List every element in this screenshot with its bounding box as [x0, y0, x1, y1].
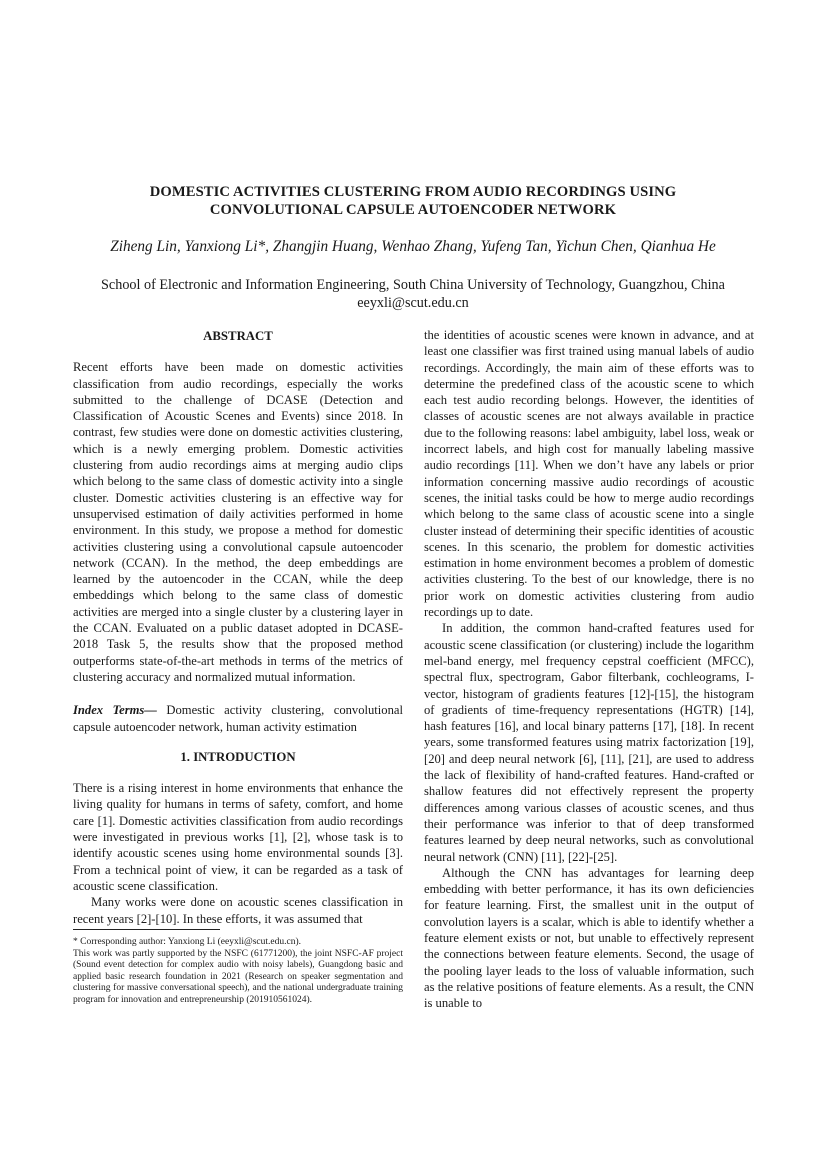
- email: eeyxli@scut.edu.cn: [357, 295, 469, 311]
- introduction-heading: 1. INTRODUCTION: [180, 749, 296, 764]
- footnote-corresponding: * Corresponding author: Yanxiong Li (eeyxli@scut.edu.cn).: [73, 937, 302, 947]
- affiliation: School of Electronic and Information Engineering, South China University of Technology, Guangzhou, China: [101, 277, 725, 293]
- right-column: [424, 327, 754, 1011]
- abstract-text: Recent efforts have been made on domestic activities classification from audio recordings, especially the works submitted to the challenge of DCASE (Detection and Classification of Acoustic Scenes and Events) since 2018. In contrast, few studies were done on domestic activities clustering, which is a newly emerging problem. Domestic activities clustering from audio recordings aims at merging audio clips which belong to the same class of domestic activity into a single cluster. Domestic activities clustering is an effective way for unsupervised estimation of daily activities performed in home environment. In this study, we propose a method for domestic activities clustering using a convolutional capsule autoencoder network (CCAN). In the method, the deep embeddings are learned by the autoencoder in the CCAN, while the deep embeddings which belong to the same class of domestic activities are merged into a single cluster by a clustering layer in the CCAN. Evaluated on a public dataset adopted in DCASE-2018 Task 5, the results show that the proposed method outperforms state-of-the-art methods in terms of the metrics of clustering accuracy and normalized mutual information.: [73, 360, 403, 684]
- intro-paragraph-4: Although the CNN has advantages for learning deep embedding with better performance, it has its own deficiencies for feature learning. First, the smallest unit in the output of convolution layers is a scalar, which is able to identify whether a feature element exists or not, but unable to effectively represent the connections between feature elements. Second, the usage of the pooling layer leads to the loss of valuable information, such as the relative positions of feature elements. As a result, the CNN is unable to: [424, 865, 754, 1011]
- intro-paragraph-2: Many works were done on acoustic scenes classification in recent years [2]-[10]. In these efforts, it was assumed that: [73, 895, 403, 926]
- abstract-heading: ABSTRACT: [203, 329, 273, 343]
- index-terms-label: Index Terms—: [73, 703, 157, 718]
- paper-title: [60, 183, 766, 219]
- index-terms: [73, 702, 403, 735]
- footnotes: [73, 937, 403, 1007]
- intro-paragraph-3: In addition, the common hand-crafted features used for acoustic scene classification (or clustering) include the logarithm mel-band energy, mel frequency cepstral coefficient (MFCC), spectral flux, spectrogram, Gabor filterbank, cochleograms, I-vector, histogram of gradients features [12]-[15], the histogram of gradients of time-frequency representations (HGTR) [14], hash features [16], and local binary patterns [17], [18]. In recent years, some transformed features using matrix factorization [19], [20] and deep neural network [6], [11], [21], are used to address the lack of flexibility of hand-crafted features. Hand-crafted or shallow features did not effectively represent the property differences among various classes of acoustic scenes, and thus their performance was inferior to that of deep transformed features learned by deep neural networks, such as convolutional neural network (CNN) [11], [22]-[25].: [424, 621, 754, 864]
- title-line-1: DOMESTIC ACTIVITIES CLUSTERING FROM AUDIO RECORDINGS USING: [149, 184, 677, 200]
- affiliation-block: [40, 276, 786, 312]
- title-line-2: CONVOLUTIONAL CAPSULE AUTOENCODER NETWORK: [209, 202, 617, 218]
- footnote-rule: [73, 929, 220, 930]
- left-column: [73, 327, 403, 927]
- intro-paragraph-1: There is a rising interest in home environments that enhance the living quality for humans in terms of safety, comfort, and home care [1]. Domestic activities classification from audio recordings were investigated in previous works [1], [2], whose task is to identify acoustic scenes using home environmental sounds [3]. From a technical point of view, it can be regarded as a task of acoustic scene classification.: [73, 781, 403, 893]
- intro-paragraph-2-continued: the identities of acoustic scenes were known in advance, and at least one classifier was first trained using manual labels of audio recordings. Accordingly, the main aim of these efforts was to determine the predefined class of the acoustic scene to which each test audio recording belongs. However, the identities of classes of acoustic scenes are not always available in practice due to the following reasons: label ambiguity, label loss, weak or incorrect labels, and high cost for manually labeling massive audio recordings [11]. When we don’t have any labels or prior information concerning massive audio recordings of acoustic scenes, the initial tasks could be how to merge audio recordings which belong to the same class of acoustic scene into a single cluster instead of determining their specific identities of acoustic scenes. In this scenario, the problem for domestic activities estimation in home environment becomes a problem of domestic activities clustering. To the best of our knowledge, there is no prior work on domestic activities clustering from audio recordings up to date.: [424, 328, 754, 620]
- footnote-funding: This work was partly supported by the NSFC (61771200), the joint NSFC-AF project (Sound event detection for complex audio with noisy labels), Guangdong basic and applied basic research foundation in 2021 (Research on speaker segmentation and clustering for massive conversational speech), and the national undergraduate training program for innovation and entrepreneurship (201910561024).: [73, 948, 403, 1005]
- author-list: Ziheng Lin, Yanxiong Li*, Zhangjin Huang, Wenhao Zhang, Yufeng Tan, Yichun Chen, Qianhua He: [110, 238, 716, 255]
- index-terms-text: Domestic activity clustering, convolutional capsule autoencoder network, human activity estimation: [73, 703, 403, 734]
